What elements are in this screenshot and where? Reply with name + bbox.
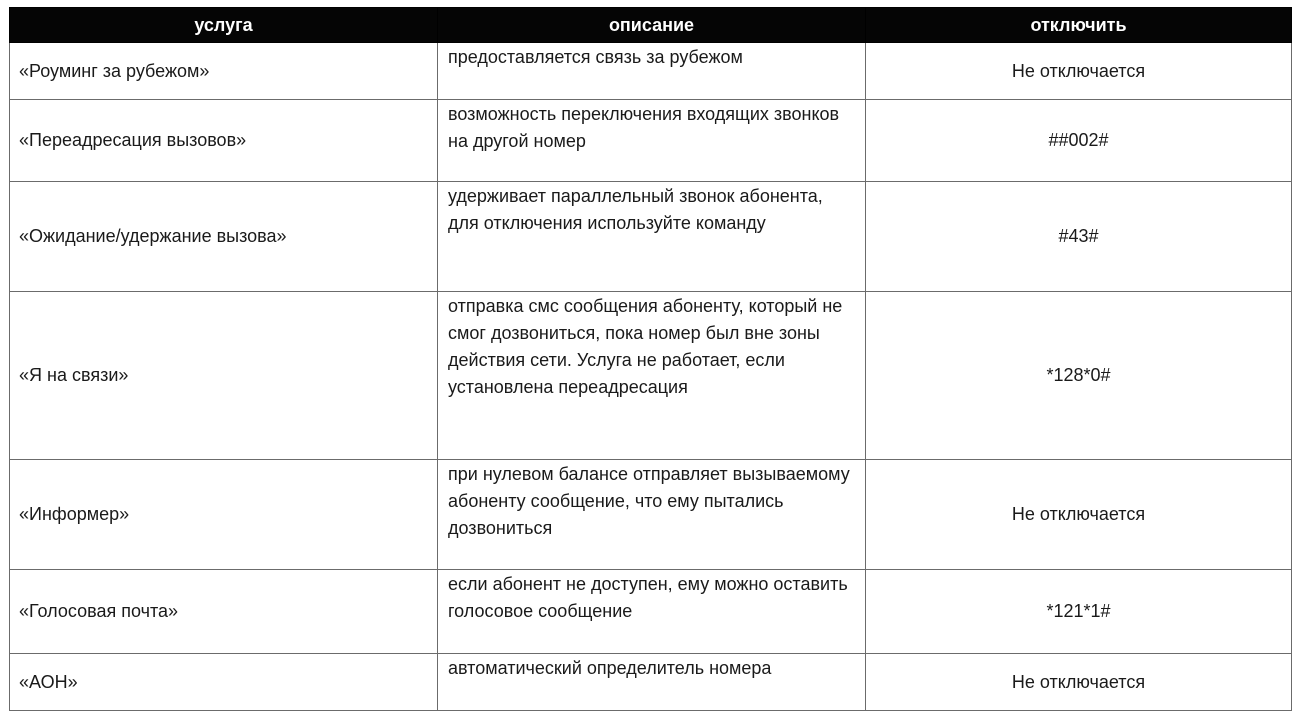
description-cell: при нулевом балансе отправляет вызываемому абоненту сообщение, что ему пытались дозвониться xyxy=(438,460,866,570)
disable-cell: Не отключается xyxy=(866,460,1292,570)
disable-cell: *121*1# xyxy=(866,570,1292,654)
service-cell: «АОН» xyxy=(10,654,438,711)
services-table xyxy=(9,7,1292,711)
description-cell: автоматический определитель номера xyxy=(438,654,866,711)
description-cell: возможность переключения входящих звонков на другой номер xyxy=(438,100,866,182)
table-row xyxy=(10,460,1292,570)
service-cell: «Голосовая почта» xyxy=(10,570,438,654)
header-disable: отключить xyxy=(866,8,1292,43)
table-row xyxy=(10,182,1292,292)
description-cell: отправка смс сообщения абоненту, который не смог дозвониться, пока номер был вне зоны действия сети. Услуга не работает, если установлена переадресация xyxy=(438,292,866,460)
service-cell: «Переадресация вызовов» xyxy=(10,100,438,182)
description-cell: предоставляется связь за рубежом xyxy=(438,43,866,100)
disable-cell: Не отключается xyxy=(866,654,1292,711)
description-cell: если абонент не доступен, ему можно оставить голосовое сообщение xyxy=(438,570,866,654)
header-description: описание xyxy=(438,8,866,43)
service-cell: «Ожидание/удержание вызова» xyxy=(10,182,438,292)
table-row xyxy=(10,100,1292,182)
header-row xyxy=(10,8,1292,43)
header-service: услуга xyxy=(10,8,438,43)
service-cell: «Роуминг за рубежом» xyxy=(10,43,438,100)
table-row xyxy=(10,43,1292,100)
table-row xyxy=(10,292,1292,460)
table-row xyxy=(10,570,1292,654)
table-row xyxy=(10,654,1292,711)
service-cell: «Я на связи» xyxy=(10,292,438,460)
disable-cell: ##002# xyxy=(866,100,1292,182)
disable-cell: Не отключается xyxy=(866,43,1292,100)
disable-cell: #43# xyxy=(866,182,1292,292)
service-cell: «Информер» xyxy=(10,460,438,570)
description-cell: удерживает параллельный звонок абонента, для отключения используйте команду xyxy=(438,182,866,292)
disable-cell: *128*0# xyxy=(866,292,1292,460)
